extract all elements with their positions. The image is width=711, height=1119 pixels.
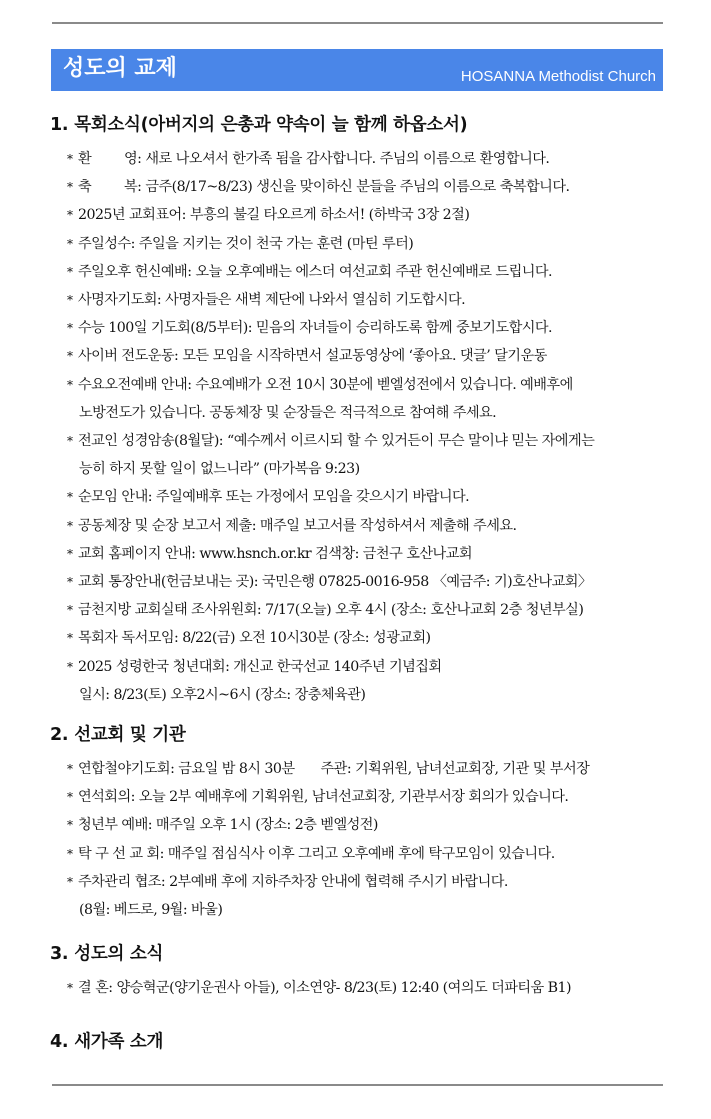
list-item-homepage: * 교회 홈페이지 안내: www.hsnch.or.kr 검색창: 금천구 호산나교회 [50,540,690,568]
list-item: * 전교인 성경암송(8월달): “예수께서 이르시되 할 수 있거든이 무슨 말이냐 믿는 자에게는 능히 하지 못할 일이 없느니라” (마가복음 9:23) [50,427,690,483]
section-heading-church-news: 1. 목회소식(아버지의 은총과 약속이 늘 함께 하옵소서) [50,115,468,135]
asterisk-bullet-icon: * [67,490,73,505]
asterisk-bullet-icon: * [67,631,73,646]
list-item-welcome: * 환 영: 새로 나오셔서 한가족 됨을 감사합니다. 주님의 이름으로 환영합니다. [50,145,690,173]
section-banner [51,49,663,91]
list-item: * 탁 구 선 교 회: 매주일 점심식사 이후 그리고 오후예배 후에 탁구모임이 있습니다. [50,840,690,868]
list-item-bank-account: * 교회 통장안내(헌금보내는 곳): 국민은행 07825-0016-958 〈예금주: 기)호산나교회〉 [50,568,690,596]
asterisk-bullet-icon: * [67,762,73,777]
list-item: * 수능 100일 기도회(8/5부터): 믿음의 자녀들이 승리하도록 함께 중보기도합시다. [50,314,690,342]
asterisk-bullet-icon: * [67,790,73,805]
list-item-blessing: * 축 복: 금주(8/17~8/23) 생신을 맞이하신 분들을 주님의 이름으로 축복합니다. [50,173,690,201]
list-item: * 청년부 예배: 매주일 오후 1시 (장소: 2층 벧엘성전) [50,811,690,839]
section-heading-member-news: 3. 성도의 소식 [50,944,164,965]
list-item: * 금천지방 교회실태 조사위원회: 7/17(오늘) 오후 4시 (장소: 호산나교회 2층 청년부실) [50,596,690,624]
list-item: * 2025 성령한국 청년대회: 개신교 한국선교 140주년 기념집회 일시: 8/23(토) 오후2시~6시 (장소: 장충체육관) [50,653,690,709]
asterisk-bullet-icon: * [67,293,73,308]
asterisk-bullet-icon: * [67,818,73,833]
list-item: * 2025년 교회표어: 부흥의 불길 타오르게 하소서! (하박국 3장 2절) [50,201,690,229]
asterisk-bullet-icon: * [67,264,73,279]
list-item: * 주일오후 헌신예배: 오늘 오후예배는 에스더 여선교회 주관 헌신예배로 드립니다. [50,258,690,286]
banner-title: 성도의 교제 [63,56,177,81]
asterisk-bullet-icon: * [67,152,73,166]
list-item: * 공동체장 및 순장 보고서 제출: 매주일 보고서를 작성하셔서 제출해 주세요. [50,512,690,540]
list-item: * 순모임 안내: 주일예배후 또는 가정에서 모임을 갖으시기 바랍니다. [50,483,690,511]
list-item: * 연합철야기도회: 금요일 밤 8시 30분 주관: 기획위원, 남녀선교회장, 기관 및 부서장 [50,755,690,783]
asterisk-bullet-icon: * [67,981,73,996]
asterisk-bullet-icon: * [67,377,73,392]
bulletin-content [50,111,690,1056]
asterisk-bullet-icon: * [67,321,73,336]
asterisk-bullet-icon: * [67,434,73,449]
section-heading-missions: 2. 선교회 및 기관 [50,725,186,746]
asterisk-bullet-icon: * [67,659,73,674]
asterisk-bullet-icon: * [67,180,73,195]
asterisk-bullet-icon: * [67,603,73,618]
asterisk-bullet-icon: * [67,846,73,861]
banner-subtitle: HOSANNA Methodist Church [460,68,656,85]
church-news-list [50,145,690,709]
list-item: * 수요오전예배 안내: 수요예배가 오전 10시 30분에 벧엘성전에서 있습니다. 예배후에 노방전도가 있습니다. 공동체장 및 순장들은 적극적으로 참여해 주세요. [50,371,690,427]
list-item: * 주차관리 협조: 2부예배 후에 지하주차장 안내에 협력해 주시기 바랍니다. (8월: 베드로, 9월: 바울) [50,868,690,924]
asterisk-bullet-icon: * [67,236,73,251]
asterisk-bullet-icon: * [67,874,73,889]
missions-list [50,755,690,924]
list-item: * 목회자 독서모임: 8/22(금) 오전 10시30분 (장소: 성광교회) [50,624,690,652]
asterisk-bullet-icon: * [67,518,73,533]
list-item: * 연석회의: 오늘 2부 예배후에 기획위원, 남녀선교회장, 기관부서장 회의가 있습니다. [50,783,690,811]
asterisk-bullet-icon: * [67,349,73,364]
asterisk-bullet-icon: * [67,575,73,590]
top-divider [52,22,663,24]
asterisk-bullet-icon: * [67,208,73,223]
asterisk-bullet-icon: * [67,546,73,561]
list-item: * 주일성수: 주일을 지키는 것이 천국 가는 훈련 (마틴 루터) [50,230,690,258]
list-item: * 사이버 전도운동: 모든 모임을 시작하면서 설교동영상에 ‘좋아요. 댓글’ 달기운동 [50,342,690,370]
bottom-divider [52,1084,663,1086]
list-item: * 사명자기도회: 사명자들은 새벽 제단에 나와서 열심히 기도합시다. [50,286,690,314]
member-news-list [50,974,690,1002]
section-heading-new-family: 4. 새가족 소개 [50,1032,164,1053]
list-item-wedding: * 결 혼: 양승혁군(양기운권사 아들), 이소연양- 8/23(토) 12:40 (여의도 더파티움 B1) [50,974,690,1002]
